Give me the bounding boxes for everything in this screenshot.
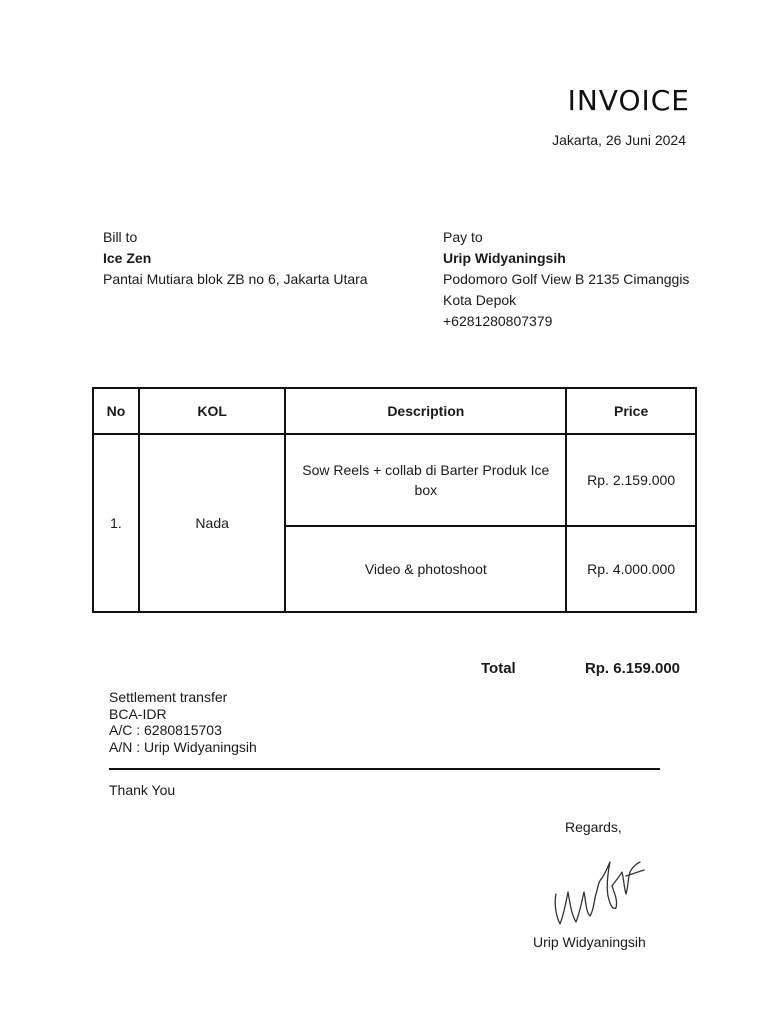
regards-text: Regards, xyxy=(565,819,622,835)
bill-to-section xyxy=(103,227,368,290)
table-header-row xyxy=(93,388,696,434)
pay-to-address-line2: Kota Depok xyxy=(443,292,517,308)
bill-to-address: Pantai Mutiara blok ZB no 6, Jakarta Utara xyxy=(103,271,368,287)
row-no: 1. xyxy=(93,434,139,612)
pay-to-section xyxy=(443,227,689,332)
signer-name: Urip Widyaningsih xyxy=(533,934,646,950)
row-description: Sow Reels + collab di Barter Produk Ice box xyxy=(285,434,566,526)
invoice-date: Jakarta, 26 Juni 2024 xyxy=(552,132,686,148)
settlement-account-number: A/C : 6280815703 xyxy=(109,722,222,738)
invoice-title: INVOICE xyxy=(567,84,690,117)
thank-you-text: Thank You xyxy=(109,782,176,798)
pay-to-label: Pay to xyxy=(443,229,483,245)
pay-to-address-line1: Podomoro Golf View B 2135 Cimanggis xyxy=(443,271,690,287)
header-kol: KOL xyxy=(139,388,285,434)
settlement-line: Settlement transfer xyxy=(109,689,228,705)
total-value: Rp. 6.159.000 xyxy=(584,660,680,677)
header-price: Price xyxy=(566,388,696,434)
bill-to-name: Ice Zen xyxy=(103,250,152,266)
signature-icon xyxy=(548,852,648,930)
pay-to-name: Urip Widyaningsih xyxy=(443,250,566,266)
row-price: Rp. 4.000.000 xyxy=(566,526,696,612)
row-description: Video & photoshoot xyxy=(285,526,566,612)
divider xyxy=(109,768,660,770)
header-description: Description xyxy=(285,388,566,434)
settlement-details xyxy=(109,689,257,755)
row-price: Rp. 2.159.000 xyxy=(566,434,696,526)
total-label: Total xyxy=(481,660,516,677)
header-no: No xyxy=(93,388,139,434)
settlement-account-name: A/N : Urip Widyaningsih xyxy=(109,738,257,755)
invoice-items-table xyxy=(92,387,697,613)
bill-to-label: Bill to xyxy=(103,229,138,245)
row-kol: Nada xyxy=(139,434,285,612)
table-row xyxy=(93,434,696,526)
pay-to-phone: +6281280807379 xyxy=(443,313,553,329)
settlement-bank: BCA-IDR xyxy=(109,705,167,722)
